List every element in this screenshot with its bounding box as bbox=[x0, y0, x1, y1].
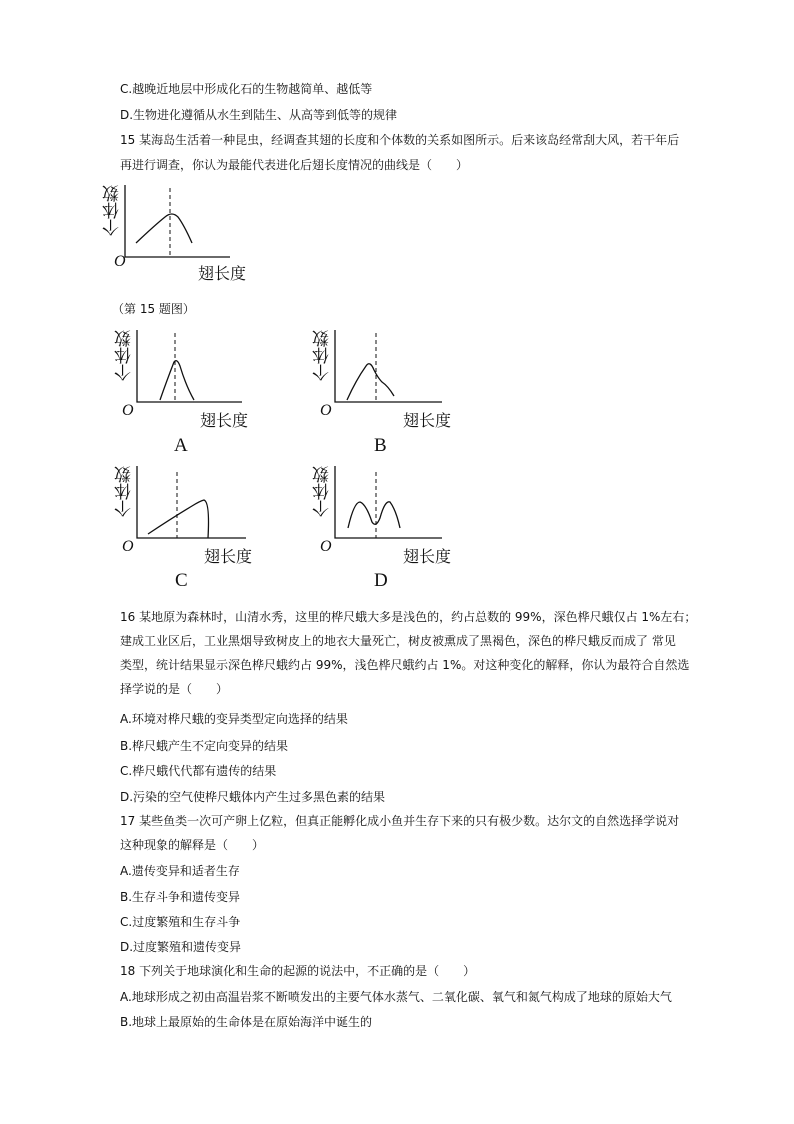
distribution-curve bbox=[136, 214, 192, 243]
axes bbox=[137, 466, 246, 538]
figure-caption: （第 15 题图） bbox=[112, 302, 195, 316]
x-axis-label: 翅长度 bbox=[403, 547, 452, 566]
graph-label: B bbox=[374, 435, 387, 456]
q17-option-b: B.生存斗争和遗传变异 bbox=[120, 890, 241, 904]
q16-option-b: B.桦尺蛾产生不定向变异的结果 bbox=[120, 739, 289, 753]
q15-text-2: 再进行调查，你认为最能代表进化后翅长度情况的曲线是（ ） bbox=[120, 158, 469, 172]
y-axis-label: 个体数 bbox=[313, 330, 333, 381]
q16-text-3: 类型，统计结果显示深色桦尺蛾约占 99%，浅色桦尺蛾约占 1%。对这种变化的解释，你认为最符合自然选 bbox=[120, 658, 690, 672]
q18-option-a: A.地球形成之初由高温岩浆不断喷发出的主要气体水蒸气、二氧化碳、氧气和氮气构成了地球的原始大气 bbox=[120, 990, 672, 1004]
y-axis-label: 个体数 bbox=[115, 330, 135, 381]
axes bbox=[125, 185, 230, 257]
graph-b bbox=[310, 330, 470, 465]
q17-option-d: D.过度繁殖和遗传变异 bbox=[120, 940, 242, 954]
q16-option-a: A.环境对桦尺蛾的变异类型定向选择的结果 bbox=[120, 712, 348, 726]
q16-option-c: C.桦尺蛾代代都有遗传的结果 bbox=[120, 764, 277, 778]
graph-label: D bbox=[374, 570, 388, 591]
x-axis-label: 翅长度 bbox=[200, 411, 249, 430]
q16-text-4: 择学说的是（ ） bbox=[120, 682, 229, 696]
y-axis-label: 个体数 bbox=[313, 466, 333, 517]
distribution-curve bbox=[148, 500, 209, 538]
y-axis-label: 个体数 bbox=[115, 466, 135, 517]
graph-main bbox=[100, 185, 260, 283]
q17-text-1: 17 某些鱼类一次可产卵上亿粒，但真正能孵化成小鱼并生存下来的只有极少数。达尔文的自然选择学说对 bbox=[120, 814, 680, 828]
q16-option-d: D.污染的空气使桦尺蛾体内产生过多黑色素的结果 bbox=[120, 790, 386, 804]
graph-label: A bbox=[174, 435, 188, 456]
x-axis-label: 翅长度 bbox=[198, 264, 247, 283]
q14-option-c: C.越晚近地层中形成化石的生物越简单、越低等 bbox=[120, 82, 373, 96]
origin-label: O bbox=[122, 402, 134, 419]
x-axis-label: 翅长度 bbox=[403, 411, 452, 430]
graph-c bbox=[112, 466, 272, 601]
graph-label: C bbox=[175, 570, 188, 591]
q17-text-2: 这种现象的解释是（ ） bbox=[120, 838, 265, 852]
x-axis-label: 翅长度 bbox=[204, 547, 253, 566]
distribution-curve bbox=[348, 502, 400, 528]
q17-option-a: A.遗传变异和适者生存 bbox=[120, 864, 240, 878]
q17-option-c: C.过度繁殖和生存斗争 bbox=[120, 915, 241, 929]
q14-option-d: D.生物进化遵循从水生到陆生、从高等到低等的规律 bbox=[120, 108, 398, 122]
q16-text-2: 建成工业区后，工业黑烟导致树皮上的地衣大量死亡，树皮被熏成了黑褐色，深色的桦尺蛾反而成了 常见 bbox=[120, 634, 676, 648]
graph-d bbox=[310, 466, 470, 601]
origin-label: O bbox=[320, 402, 332, 419]
origin-label: O bbox=[114, 253, 126, 270]
q18-option-b: B.地球上最原始的生命体是在原始海洋中诞生的 bbox=[120, 1015, 373, 1029]
distribution-curve bbox=[160, 361, 194, 400]
q16-text-1: 16 某地原为森林时，山清水秀，这里的桦尺蛾大多是浅色的，约占总数的 99%，深色桦尺蛾仅占 1%左右； bbox=[120, 610, 697, 624]
y-axis-label: 个体数 bbox=[103, 185, 123, 236]
graph-a bbox=[112, 330, 272, 465]
distribution-curve bbox=[347, 364, 394, 400]
origin-label: O bbox=[320, 538, 332, 555]
q18-text: 18 下列关于地球演化和生命的起源的说法中，不正确的是（ ） bbox=[120, 964, 476, 978]
origin-label: O bbox=[122, 538, 134, 555]
q15-text-1: 15 某海岛生活着一种昆虫，经调查其翅的长度和个体数的关系如图所示。后来该岛经常刮大风，若干年后 bbox=[120, 133, 680, 147]
